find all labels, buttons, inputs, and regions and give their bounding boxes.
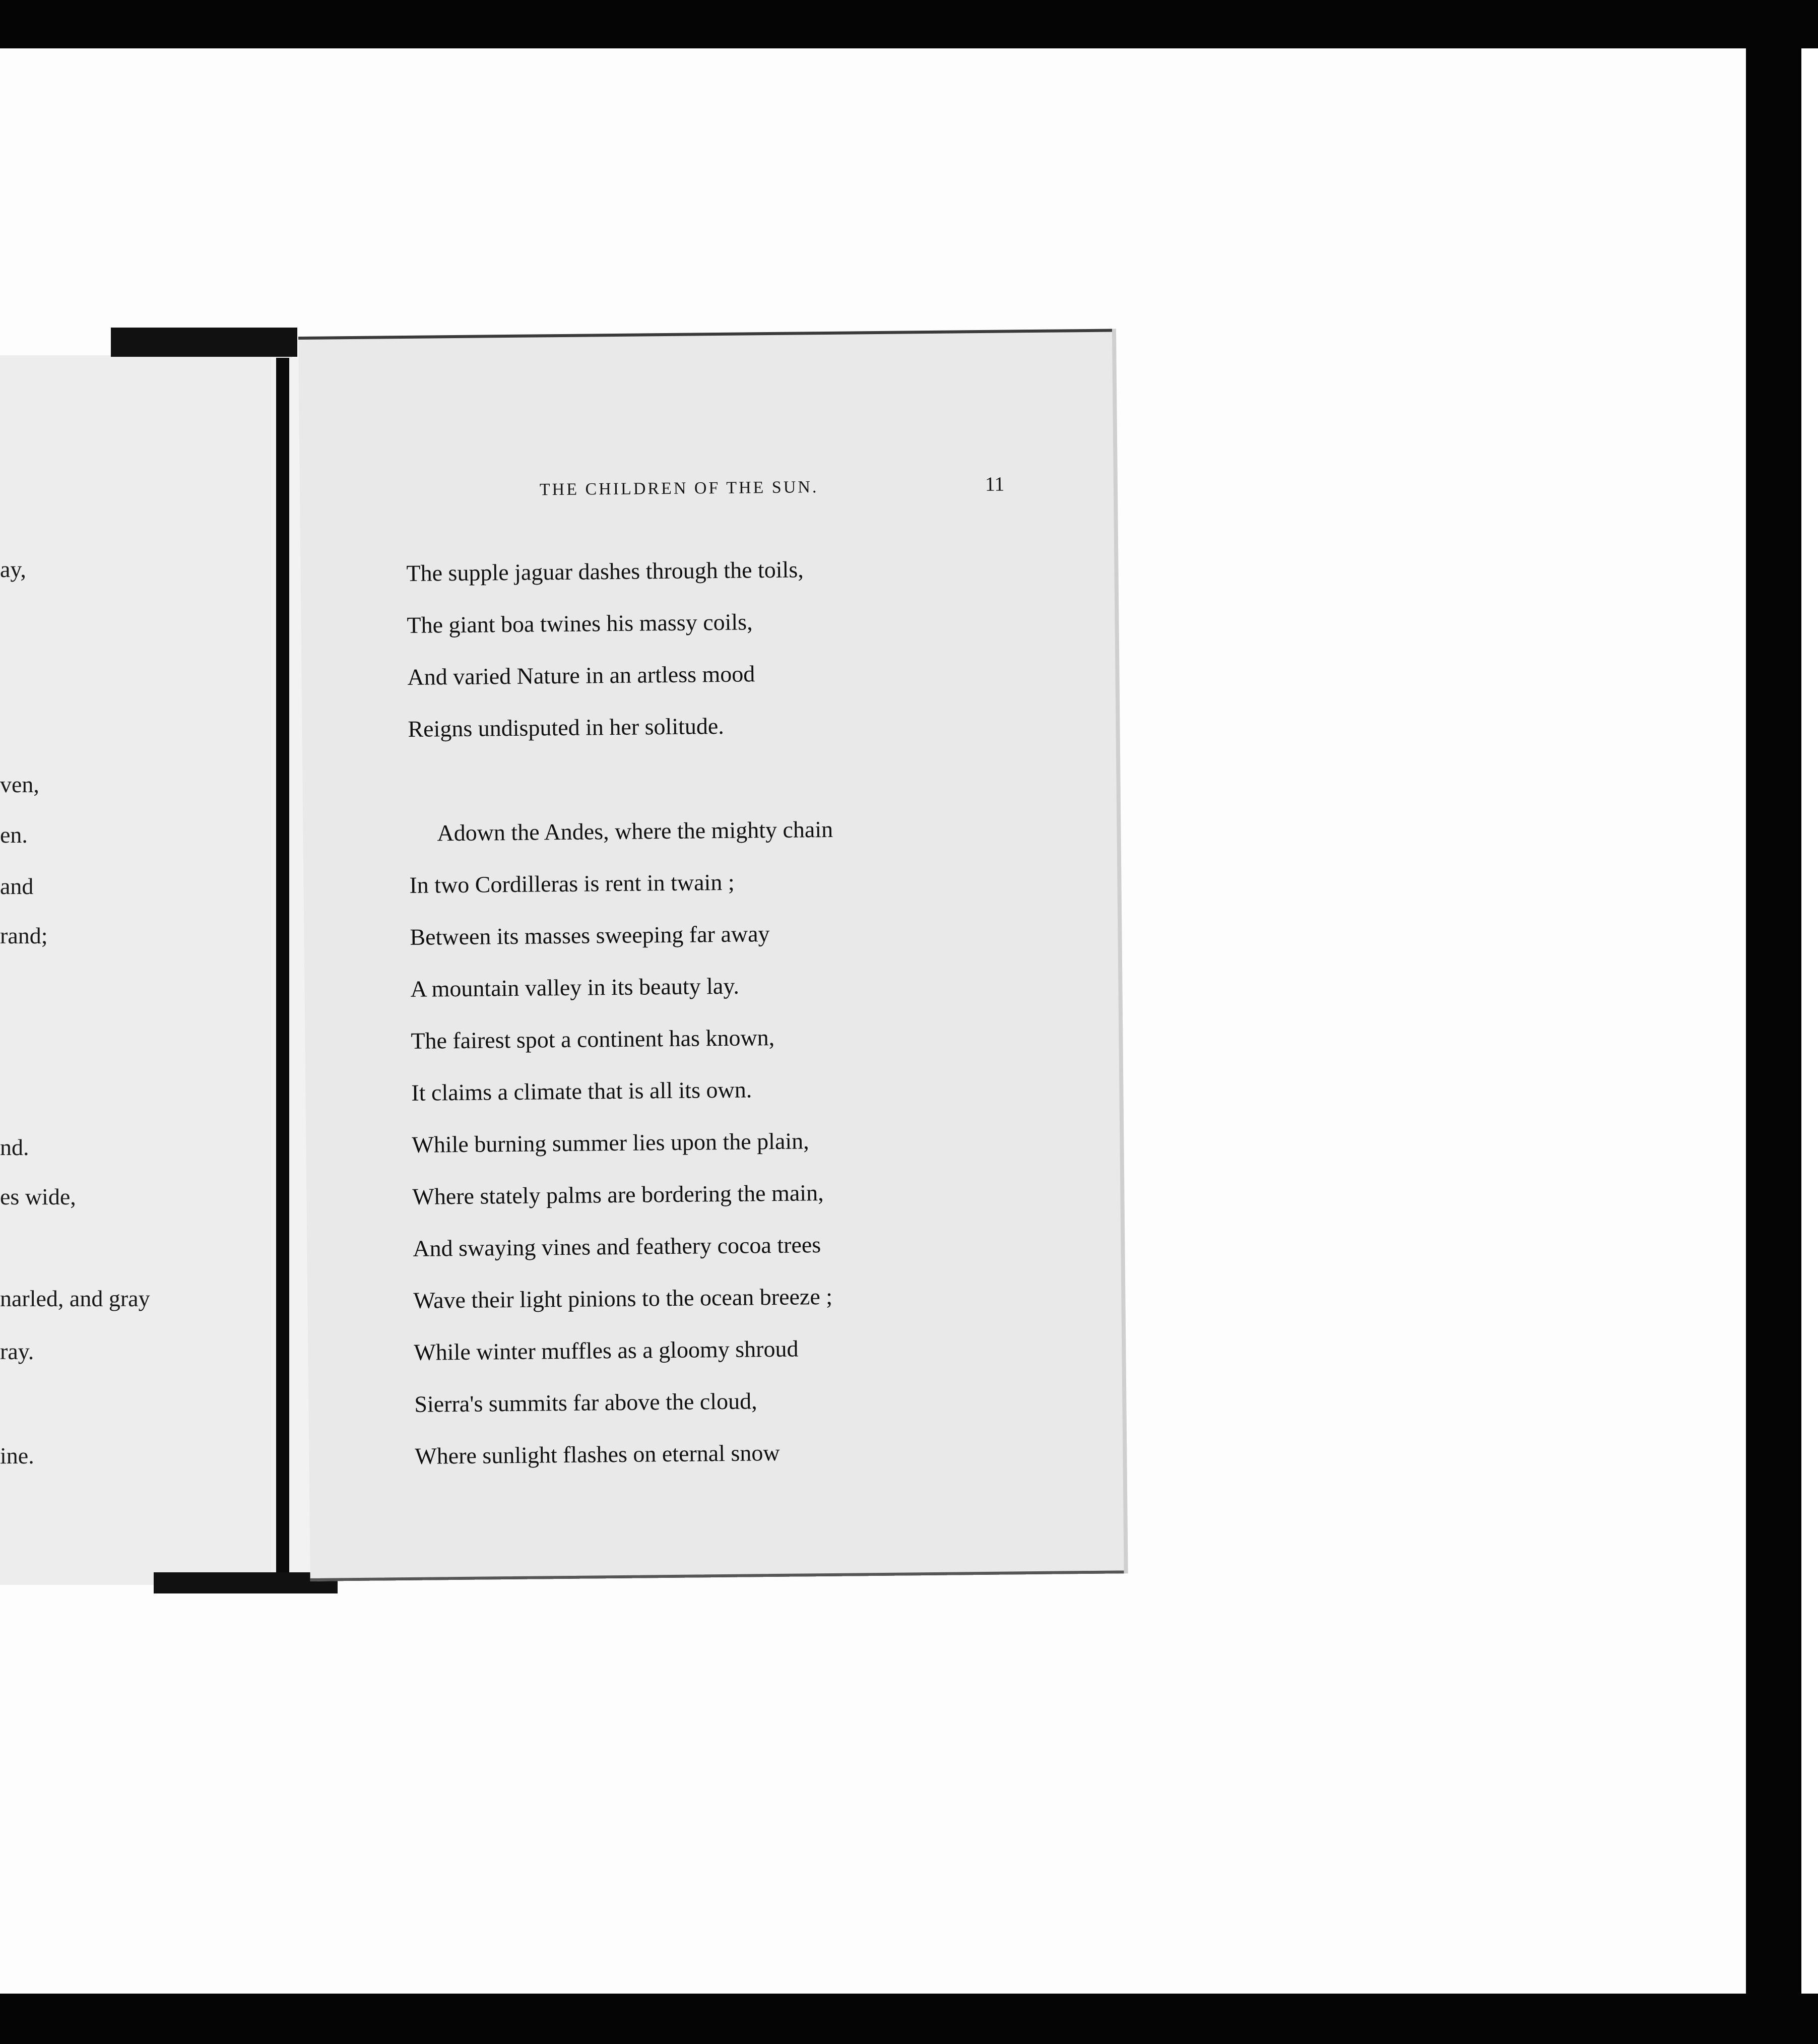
verse-line: And varied Nature in an artless mood — [407, 661, 755, 690]
verse-line: The fairest spot a continent has known, — [411, 1024, 775, 1054]
verse-line: A mountain valley in its beauty lay. — [410, 973, 740, 1002]
left-line-fragment: narled, and gray — [0, 1286, 150, 1311]
frame-right-bar — [1746, 48, 1801, 1994]
left-line-fragment: ven, — [0, 772, 39, 797]
left-line-fragment: ay, — [0, 556, 26, 582]
verse-line: Adown the Andes, where the mighty chain — [437, 816, 833, 846]
left-line-fragment: nd. — [0, 1134, 29, 1160]
left-line-fragment: rand; — [0, 923, 48, 948]
verse-line: And swaying vines and feathery cocoa trees — [413, 1232, 821, 1261]
verse-line: Between its masses sweeping far away — [410, 921, 770, 950]
stanza-2 — [409, 801, 1070, 1482]
verse-line: It claims a climate that is all its own. — [411, 1076, 752, 1106]
frame-top-bar — [0, 0, 1818, 48]
page-number: 11 — [985, 472, 1005, 495]
binding-tab-top — [111, 328, 297, 357]
verse-line: Wave their light pinions to the ocean breeze ; — [413, 1283, 833, 1313]
verse-line: Where stately palms are bordering the main, — [412, 1180, 824, 1209]
book-spine — [276, 358, 289, 1577]
verse-line: Sierra's summits far above the cloud, — [414, 1388, 757, 1417]
left-line-fragment: ray. — [0, 1338, 34, 1364]
poem-verse — [406, 541, 1071, 1534]
stanza-1 — [406, 541, 1063, 754]
verse-line: While winter muffles as a gloomy shroud — [414, 1335, 799, 1365]
verse-line: The giant boa twines his massy coils, — [407, 609, 753, 638]
verse-line: Reigns undisputed in her solitude. — [408, 713, 725, 742]
verse-line: The supple jaguar dashes through the toils, — [406, 556, 804, 586]
verse-line: Where sunlight flashes on eternal snow — [415, 1439, 780, 1469]
left-line-fragment: es wide, — [0, 1184, 76, 1209]
left-line-fragment: en. — [0, 822, 28, 848]
verse-line: While burning summer lies upon the plain, — [412, 1128, 809, 1158]
right-page — [298, 329, 1128, 1581]
left-line-fragment: and — [0, 873, 34, 899]
verse-line: In two Cordilleras is rent in twain ; — [409, 869, 735, 898]
left-page — [0, 355, 292, 1585]
frame-bottom-bar — [0, 1994, 1818, 2044]
running-head: THE CHILDREN OF THE SUN. — [539, 478, 819, 499]
left-line-fragment: ine. — [0, 1443, 34, 1468]
